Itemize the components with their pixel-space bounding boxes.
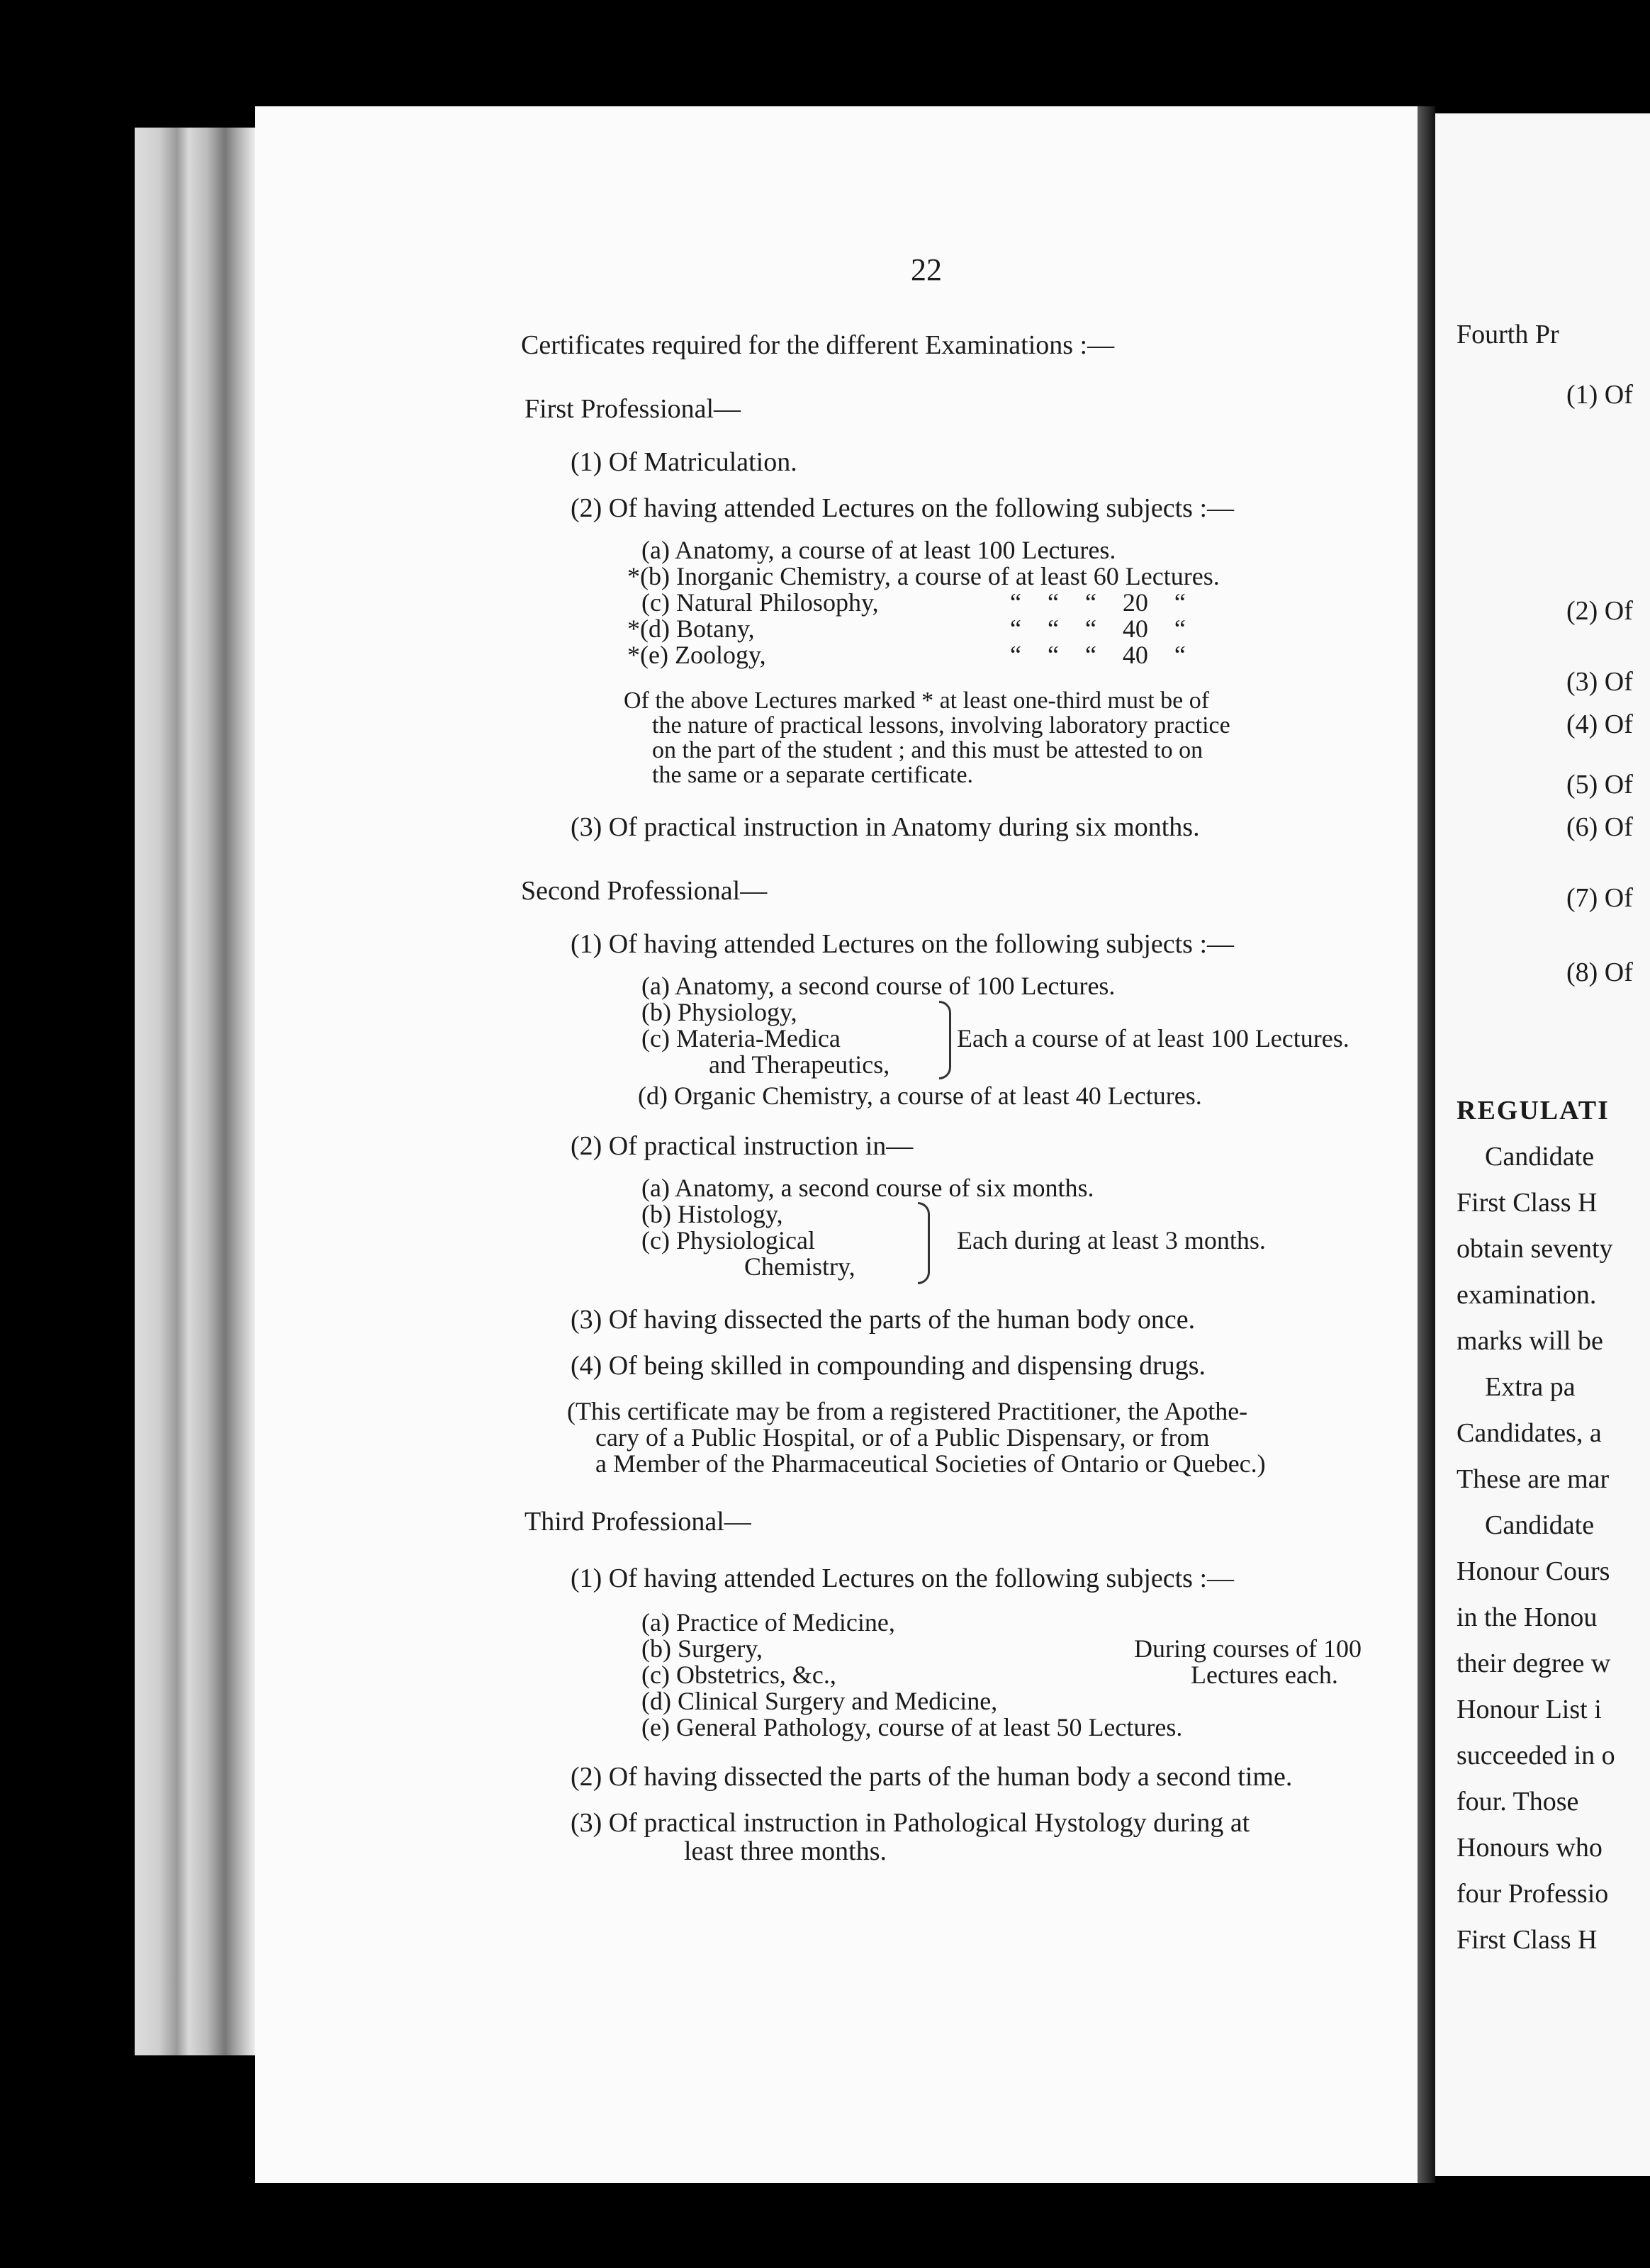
first-item-1: (1) Of Matriculation.: [571, 447, 797, 477]
third-item-1: (1) Of having attended Lectures on the following subjects :—: [571, 1564, 1235, 1593]
section-heading: Certificates required for the different Examinations :—: [521, 330, 1115, 360]
right-line: four. Those: [1457, 1787, 1579, 1817]
right-line: First Class H: [1457, 1188, 1598, 1218]
book-binding-shadow: [1418, 106, 1435, 2183]
right-line: Candidate: [1485, 1142, 1595, 1172]
third-professional-title: Third Professional—: [524, 1507, 751, 1537]
right-line: (8) Of: [1566, 958, 1633, 987]
third-c-note: Lectures each.: [1191, 1661, 1338, 1689]
first-item-2: (2) Of having attended Lectures on the following subjects :—: [571, 493, 1235, 523]
first-note-line-4: the same or a separate certificate.: [652, 762, 974, 788]
right-line: (4) Of: [1566, 709, 1633, 739]
first-item-3: (3) Of practical instruction in Anatomy during six months.: [571, 812, 1200, 842]
second-prac-a: (a) Anatomy, a second course of six months.: [641, 1174, 1094, 1202]
page-number: 22: [911, 252, 942, 287]
first-sub-e-ditto: “ “ “ 40 “: [1010, 641, 1186, 669]
left-page: [255, 106, 1418, 2183]
right-line: in the Honou: [1457, 1602, 1598, 1632]
second-item-1: (1) Of having attended Lectures on the following subjects :—: [571, 929, 1235, 959]
right-line: Candidate: [1485, 1510, 1595, 1540]
right-line: Fourth Pr: [1457, 320, 1559, 349]
second-item-4: (4) Of being skilled in compounding and dispensing drugs.: [571, 1351, 1206, 1381]
second-item-3: (3) Of having dissected the parts of the human body once.: [571, 1305, 1196, 1335]
first-sub-b: *(b) Inorganic Chemistry, a course of at least 60 Lectures.: [627, 562, 1220, 590]
first-sub-d-ditto: “ “ “ 40 “: [1010, 614, 1186, 643]
right-page-partial: [1435, 113, 1650, 2176]
second-paren-line-3: a Member of the Pharmaceutical Societies of Ontario or Quebec.): [595, 1449, 1266, 1478]
first-professional-title: First Professional—: [524, 394, 741, 424]
right-line: (5) Of: [1566, 770, 1633, 799]
right-line: First Class H: [1457, 1925, 1598, 1955]
right-line: Honours who: [1457, 1833, 1603, 1863]
right-line: (1) Of: [1566, 380, 1633, 410]
third-item-2: (2) Of having dissected the parts of the human body a second time.: [571, 1762, 1293, 1792]
second-prac-c-line-2: Chemistry,: [744, 1252, 855, 1281]
second-professional-title: Second Professional—: [521, 876, 768, 906]
right-line: their degree w: [1457, 1649, 1611, 1678]
third-b-note: During courses of 100: [1134, 1634, 1362, 1663]
third-sub-d: (d) Clinical Surgery and Medicine,: [641, 1687, 998, 1715]
third-item-3-line-2: least three months.: [684, 1836, 887, 1866]
first-note-line-2: the nature of practical lessons, involving laboratory practice: [652, 712, 1230, 739]
right-line: four Professio: [1457, 1879, 1609, 1909]
second-brace: [939, 1001, 951, 1079]
right-line: marks will be: [1457, 1326, 1603, 1356]
right-line: These are mar: [1457, 1464, 1610, 1494]
second-sub-a: (a) Anatomy, a second course of 100 Lectures.: [641, 972, 1116, 1000]
right-line: Candidates, a: [1457, 1418, 1602, 1448]
third-sub-a: (a) Practice of Medicine,: [641, 1608, 895, 1637]
second-prac-note: Each during at least 3 months.: [957, 1226, 1266, 1254]
third-sub-e: (e) General Pathology, course of at least 50 Lectures.: [641, 1713, 1183, 1741]
right-line: (7) Of: [1566, 883, 1633, 913]
third-item-3-line-1: (3) Of practical instruction in Pathological Hystology during at: [571, 1808, 1250, 1838]
right-line: succeeded in o: [1457, 1741, 1615, 1770]
second-sub-c-line-2: and Therapeutics,: [709, 1050, 890, 1079]
second-prac-c-line-1: (c) Physiological: [641, 1226, 815, 1254]
second-prac-b: (b) Histology,: [641, 1200, 783, 1228]
first-sub-c: (c) Natural Philosophy,: [641, 588, 879, 617]
right-line: obtain seventy: [1457, 1234, 1613, 1264]
right-line: (2) Of: [1566, 596, 1633, 626]
right-line: REGULATI: [1457, 1096, 1610, 1125]
second-paren-line-1: (This certificate may be from a registered Practitioner, the Apothe-: [567, 1397, 1248, 1425]
right-line: (3) Of: [1566, 667, 1633, 697]
third-sub-c: (c) Obstetrics, &c.,: [641, 1661, 836, 1689]
second-paren-line-2: cary of a Public Hospital, or of a Public Dispensary, or from: [595, 1423, 1210, 1452]
right-line: Honour Cours: [1457, 1556, 1610, 1586]
right-line: examination.: [1457, 1280, 1597, 1310]
second-prac-brace: [918, 1202, 930, 1284]
second-sub-c-line-1: (c) Materia-Medica: [641, 1024, 841, 1052]
second-item-2: (2) Of practical instruction in—: [571, 1131, 914, 1161]
first-sub-c-ditto: “ “ “ 20 “: [1010, 588, 1186, 617]
right-line: Honour List i: [1457, 1695, 1602, 1724]
first-sub-e: *(e) Zoology,: [627, 641, 766, 669]
right-line: (6) Of: [1566, 812, 1633, 842]
book-page-edges: [135, 128, 255, 2055]
first-note-line-3: on the part of the student ; and this must be attested to on: [652, 737, 1203, 763]
third-sub-b: (b) Surgery,: [641, 1634, 763, 1663]
right-line: Extra pa: [1485, 1372, 1576, 1402]
first-sub-a: (a) Anatomy, a course of at least 100 Lectures.: [641, 536, 1116, 564]
first-note-line-1: Of the above Lectures marked * at least one-third must be of: [624, 687, 1210, 714]
second-sub-b: (b) Physiology,: [641, 998, 797, 1026]
first-sub-d: *(d) Botany,: [627, 614, 755, 643]
second-bc-note: Each a course of at least 100 Lectures.: [957, 1024, 1349, 1052]
second-sub-d: (d) Organic Chemistry, a course of at least 40 Lectures.: [638, 1082, 1202, 1110]
